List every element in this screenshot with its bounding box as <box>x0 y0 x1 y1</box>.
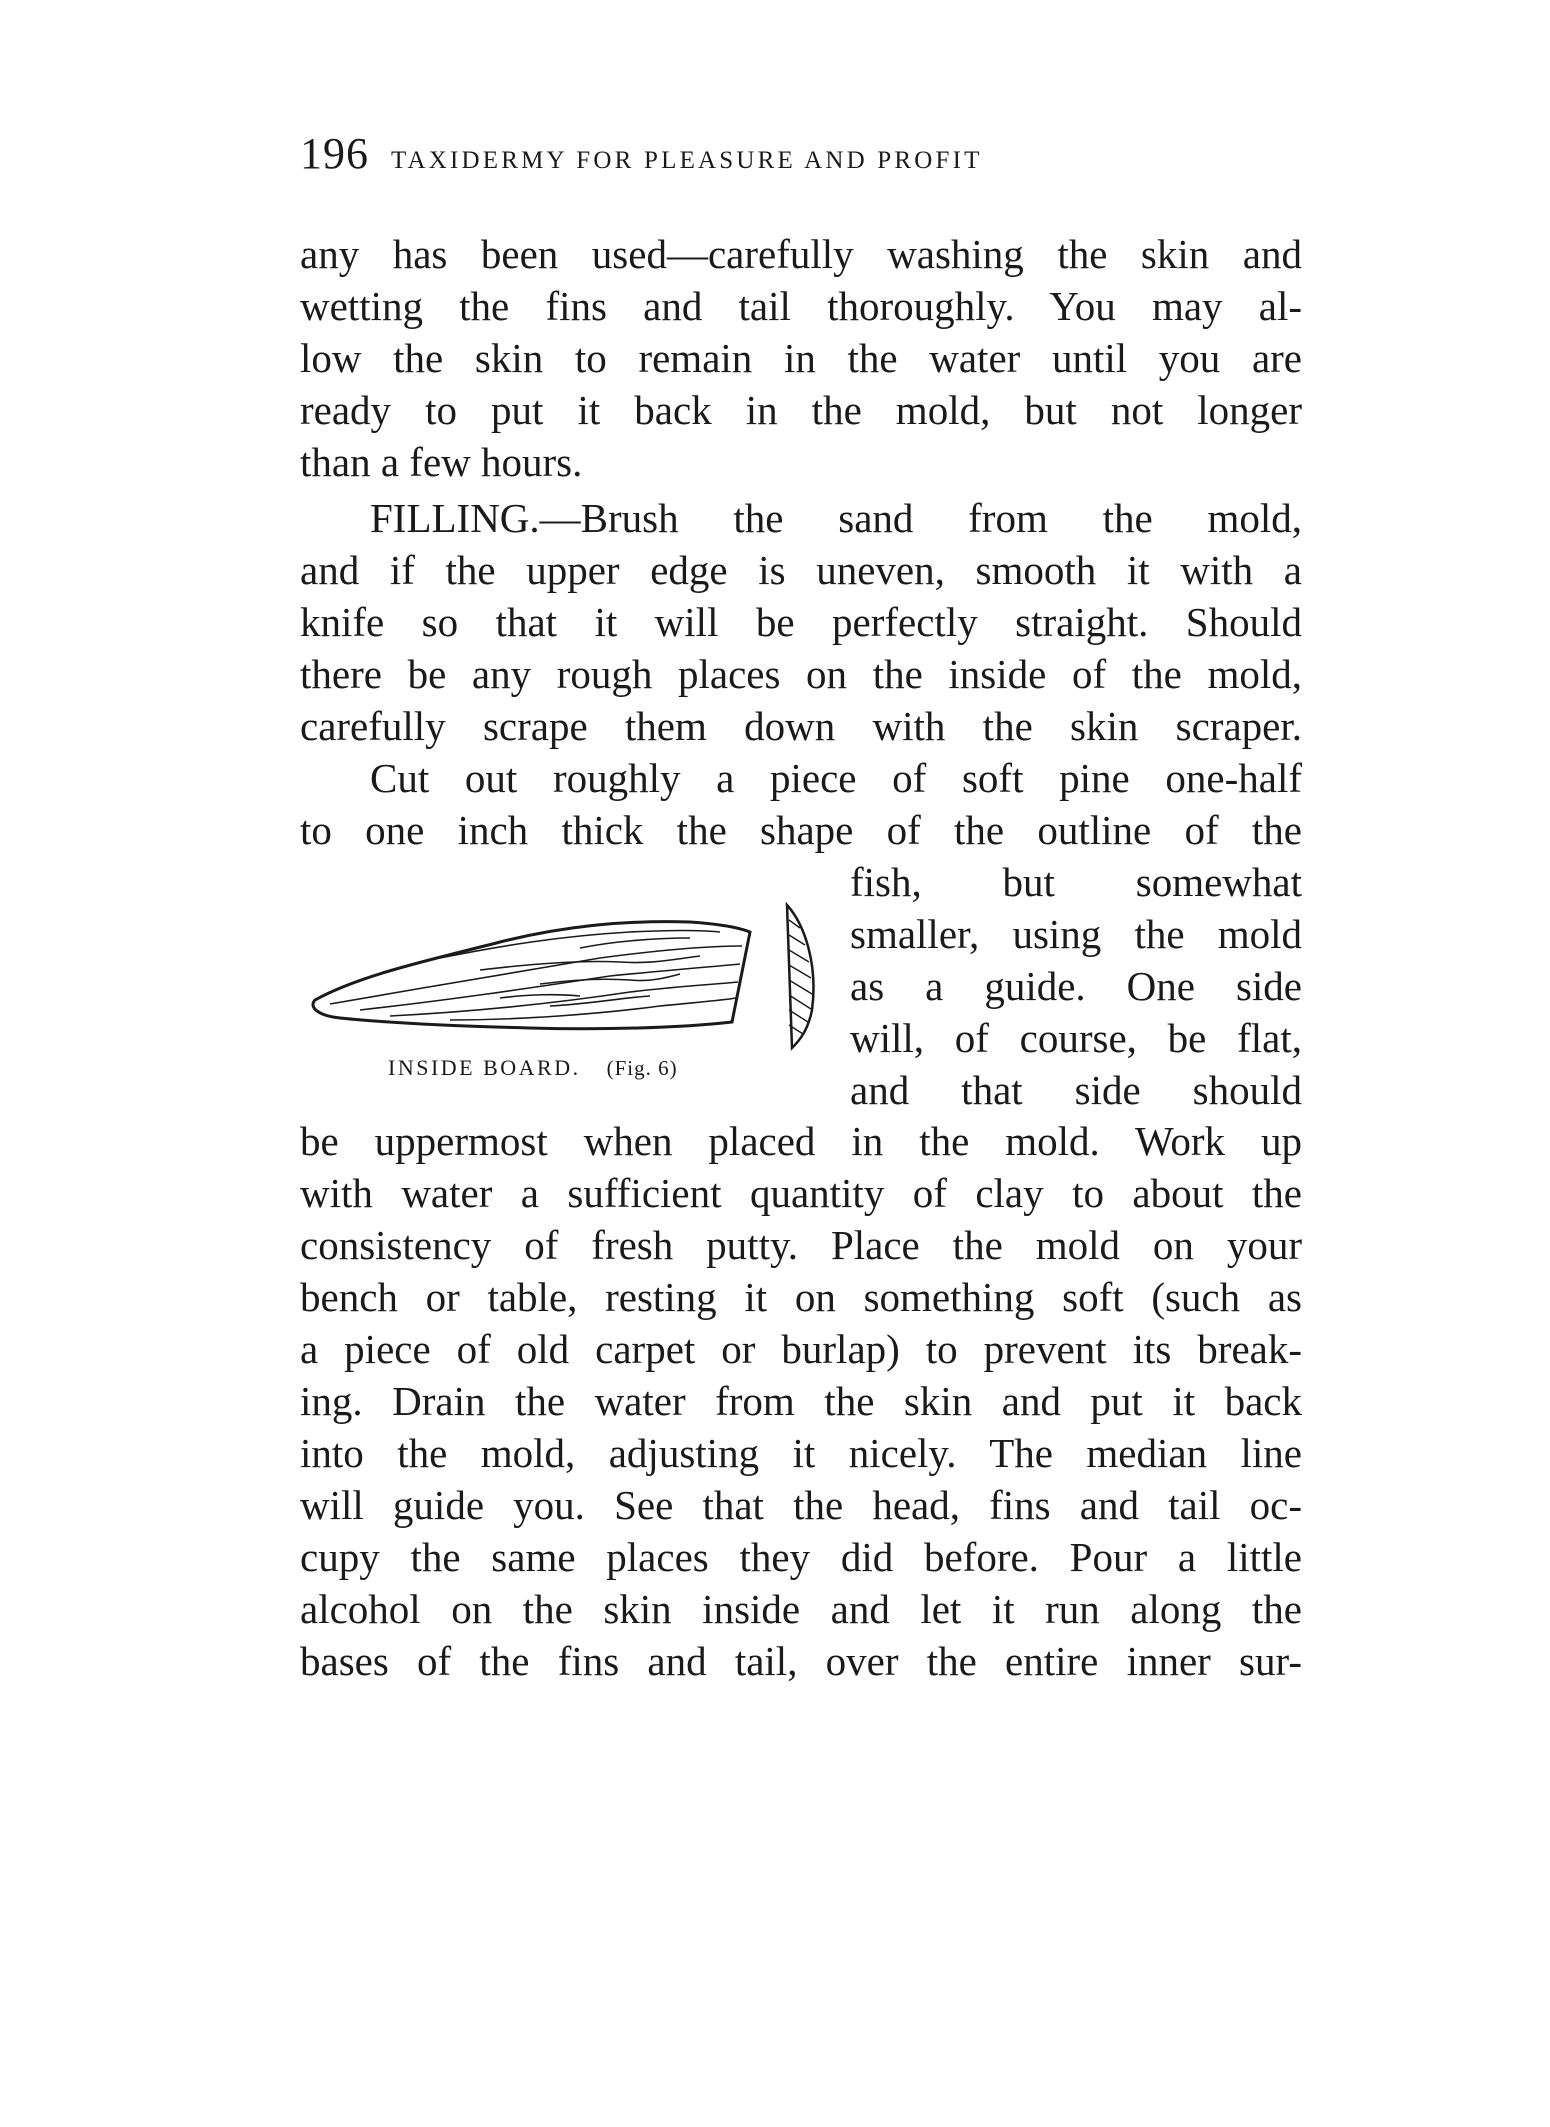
text-line: fish, but somewhat <box>850 859 1302 905</box>
text-line: to one inch thick the shape of the outline of the <box>300 807 1302 853</box>
text-line: ready to put it back in the mold, but not longer <box>300 387 1302 433</box>
figure-number: (Fig. 6) <box>606 1056 678 1080</box>
text-line: will guide you. See that the head, fins and tail oc- <box>300 1482 1302 1528</box>
text-line: alcohol on the skin inside and let it run along the <box>300 1586 1302 1632</box>
figure-caption <box>388 1055 678 1081</box>
text-line: bench or table, resting it on something soft (such as <box>300 1274 1302 1320</box>
text-line: FILLING.—Brush the sand from the mold, <box>370 495 1302 541</box>
text-line: bases of the fins and tail, over the entire inner sur- <box>300 1638 1302 1684</box>
figure-caption-label: INSIDE BOARD. <box>388 1055 581 1080</box>
text-line: ing. Drain the water from the skin and put it back <box>300 1378 1302 1424</box>
text-line: wetting the fins and tail thoroughly. You may al- <box>300 283 1302 329</box>
text-line: low the skin to remain in the water until you are <box>300 335 1302 381</box>
text-line: Cut out roughly a piece of soft pine one-half <box>370 755 1302 801</box>
text-line: into the mold, adjusting it nicely. The median line <box>300 1430 1302 1476</box>
paragraph-filling <box>300 492 1302 752</box>
text-line: as a guide. One side <box>850 963 1302 1009</box>
text-line: a piece of old carpet or burlap) to prevent its break- <box>300 1326 1302 1372</box>
text-line: with water a sufficient quantity of clay to about the <box>300 1170 1302 1216</box>
text-line: carefully scrape them down with the skin scraper. <box>300 703 1302 749</box>
text-line: will, of course, be flat, <box>850 1015 1302 1061</box>
text-line: consistency of fresh putty. Place the mold on your <box>300 1222 1302 1268</box>
text-line: knife so that it will be perfectly straight. Should <box>300 599 1302 645</box>
page-number: 196 <box>300 129 369 178</box>
text-line: any has been used—carefully washing the skin and <box>300 231 1302 277</box>
text-line: be uppermost when placed in the mold. Work up <box>300 1118 1302 1164</box>
figure-inside-board <box>300 880 830 1090</box>
text-line: smaller, using the mold <box>850 911 1302 957</box>
running-title: TAXIDERMY FOR PLEASURE AND PROFIT <box>391 147 983 174</box>
paragraph-cut-out <box>300 752 1302 856</box>
text-line: than a few hours. <box>300 439 583 485</box>
text-line: and if the upper edge is uneven, smooth it with a <box>300 547 1302 593</box>
paragraph-washing <box>300 228 1302 488</box>
text-line: and that side should <box>850 1067 1302 1113</box>
running-head <box>300 128 1320 188</box>
paragraph-cut-out-continued <box>300 1115 1302 1687</box>
paragraph-cut-out-wrap <box>850 856 1302 1116</box>
text-line: there be any rough places on the inside of the mold, <box>300 651 1302 697</box>
text-line: cupy the same places they did before. Pour a little <box>300 1534 1302 1580</box>
